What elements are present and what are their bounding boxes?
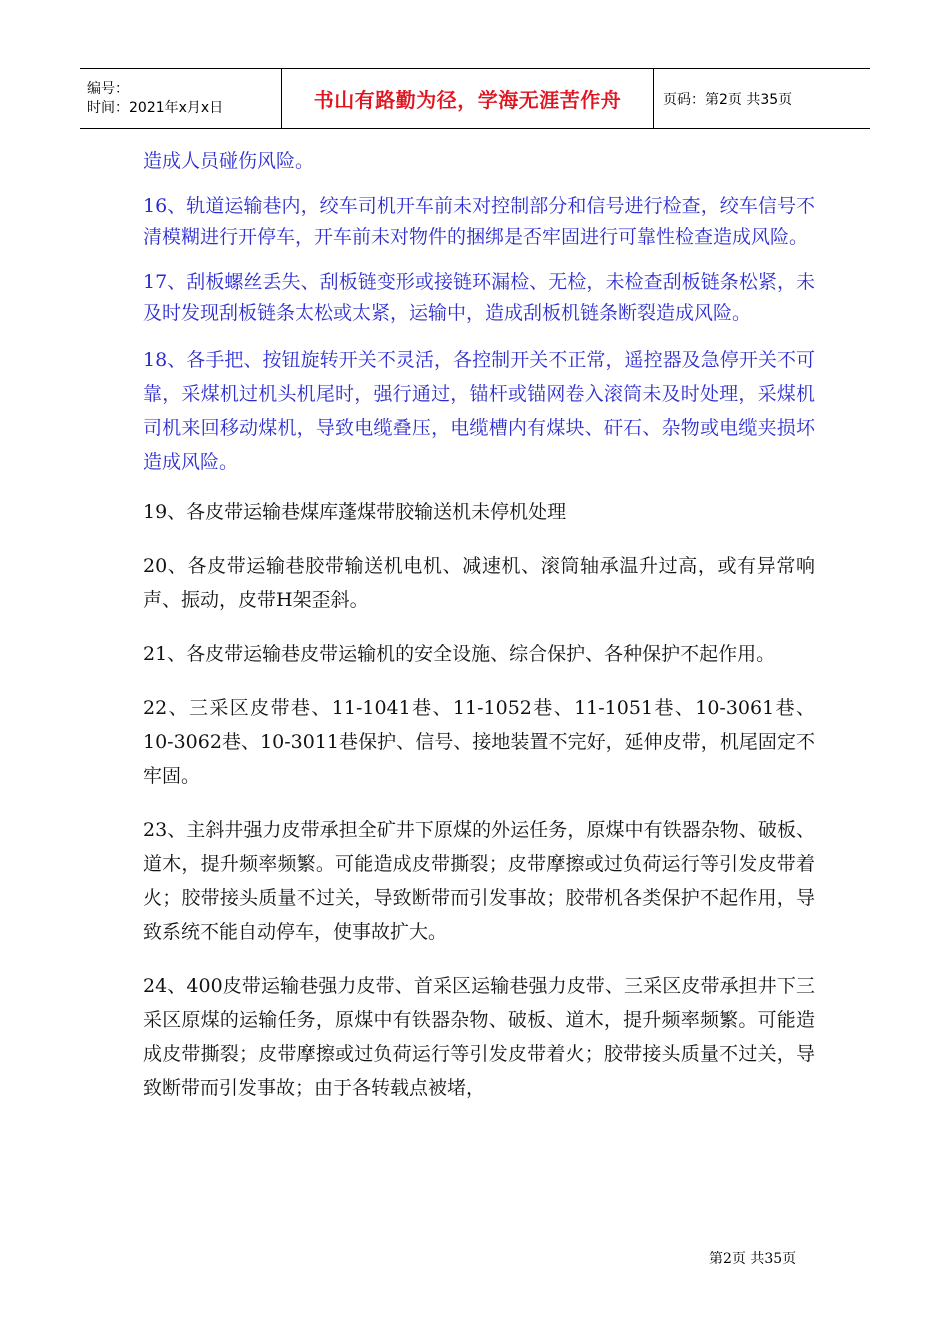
paragraph-continuation: 造成人员碰伤风险。 bbox=[143, 150, 315, 172]
motto-text: 书山有路勤为径，学海无涯苦作舟 bbox=[313, 88, 622, 112]
paragraph-23: 23、主斜井强力皮带承担全矿井下原煤的外运任务，原煤中有铁器杂物、破板、道木，提升频率频繁。可能造成皮带撕裂；皮带摩擦或过负荷运行等引发皮带着火；胶带接头质量不过关，导致断带而引发事故；胶带机各类保护不起作用，导致系统不能自动停车，使事故扩大。 bbox=[143, 819, 815, 943]
paragraph-17: 17、刮板螺丝丢失、刮板链变形或接链环漏检、无检，未检查刮板链条松紧，未及时发现刮板链条太松或太紧，运输中，造成刮板机链条断裂造成风险。 bbox=[143, 271, 815, 324]
paragraph-18: 18、各手把、按钮旋转开关不灵活，各控制开关不正常，遥控器及急停开关不可靠，采煤机过机头机尾时，强行通过，锚杆或锚网卷入滚筒未及时处理，采煤机司机来回移动煤机，导致电缆叠压，电缆槽内有煤块、矸石、杂物或电缆夹损坏造成风险。 bbox=[143, 349, 815, 473]
paragraph-21: 21、各皮带运输巷皮带运输机的安全设施、综合保护、各种保护不起作用。 bbox=[143, 643, 776, 665]
paragraph-24: 24、400皮带运输巷强力皮带、首采区运输巷强力皮带、三采区皮带承担井下三采区原煤的运输任务，原煤中有铁器杂物、破板、道木，提升频率频繁。可能造成皮带撕裂；皮带摩擦或过负荷运行等引发皮带着火；胶带接头质量不过关，导致断带而引发事故；由于各转载点被堵， bbox=[143, 975, 815, 1099]
time-label: 时间：2021年x月x日 bbox=[87, 99, 224, 116]
paragraph-19: 19、各皮带运输巷煤库蓬煤带胶输送机未停机处理 bbox=[143, 501, 567, 523]
paragraph-20: 20、各皮带运输巷胶带输送机电机、减速机、滚筒轴承温升过高，或有异常响声、振动，皮带H架歪斜。 bbox=[143, 555, 815, 611]
header-meta bbox=[80, 69, 282, 128]
page-header bbox=[80, 68, 870, 129]
serial-number-label: 编号： bbox=[87, 80, 129, 97]
header-motto-cell bbox=[282, 69, 654, 128]
header-page-code bbox=[654, 69, 870, 128]
page-code-text: 页码：第2页 共35页 bbox=[663, 91, 793, 108]
document-body bbox=[143, 146, 815, 1125]
page-footer: 第2页 共35页 bbox=[709, 1251, 797, 1267]
paragraph-22: 22、三采区皮带巷、11-1041巷、11-1052巷、11-1051巷、10-3061巷、10-3062巷、10-3011巷保护、信号、接地装置不完好，延伸皮带，机尾固定不牢固。 bbox=[143, 697, 815, 787]
paragraph-16: 16、轨道运输巷内，绞车司机开车前未对控制部分和信号进行检查，绞车信号不清模糊进行开停车，开车前未对物件的捆绑是否牢固进行可靠性检查造成风险。 bbox=[143, 195, 815, 248]
